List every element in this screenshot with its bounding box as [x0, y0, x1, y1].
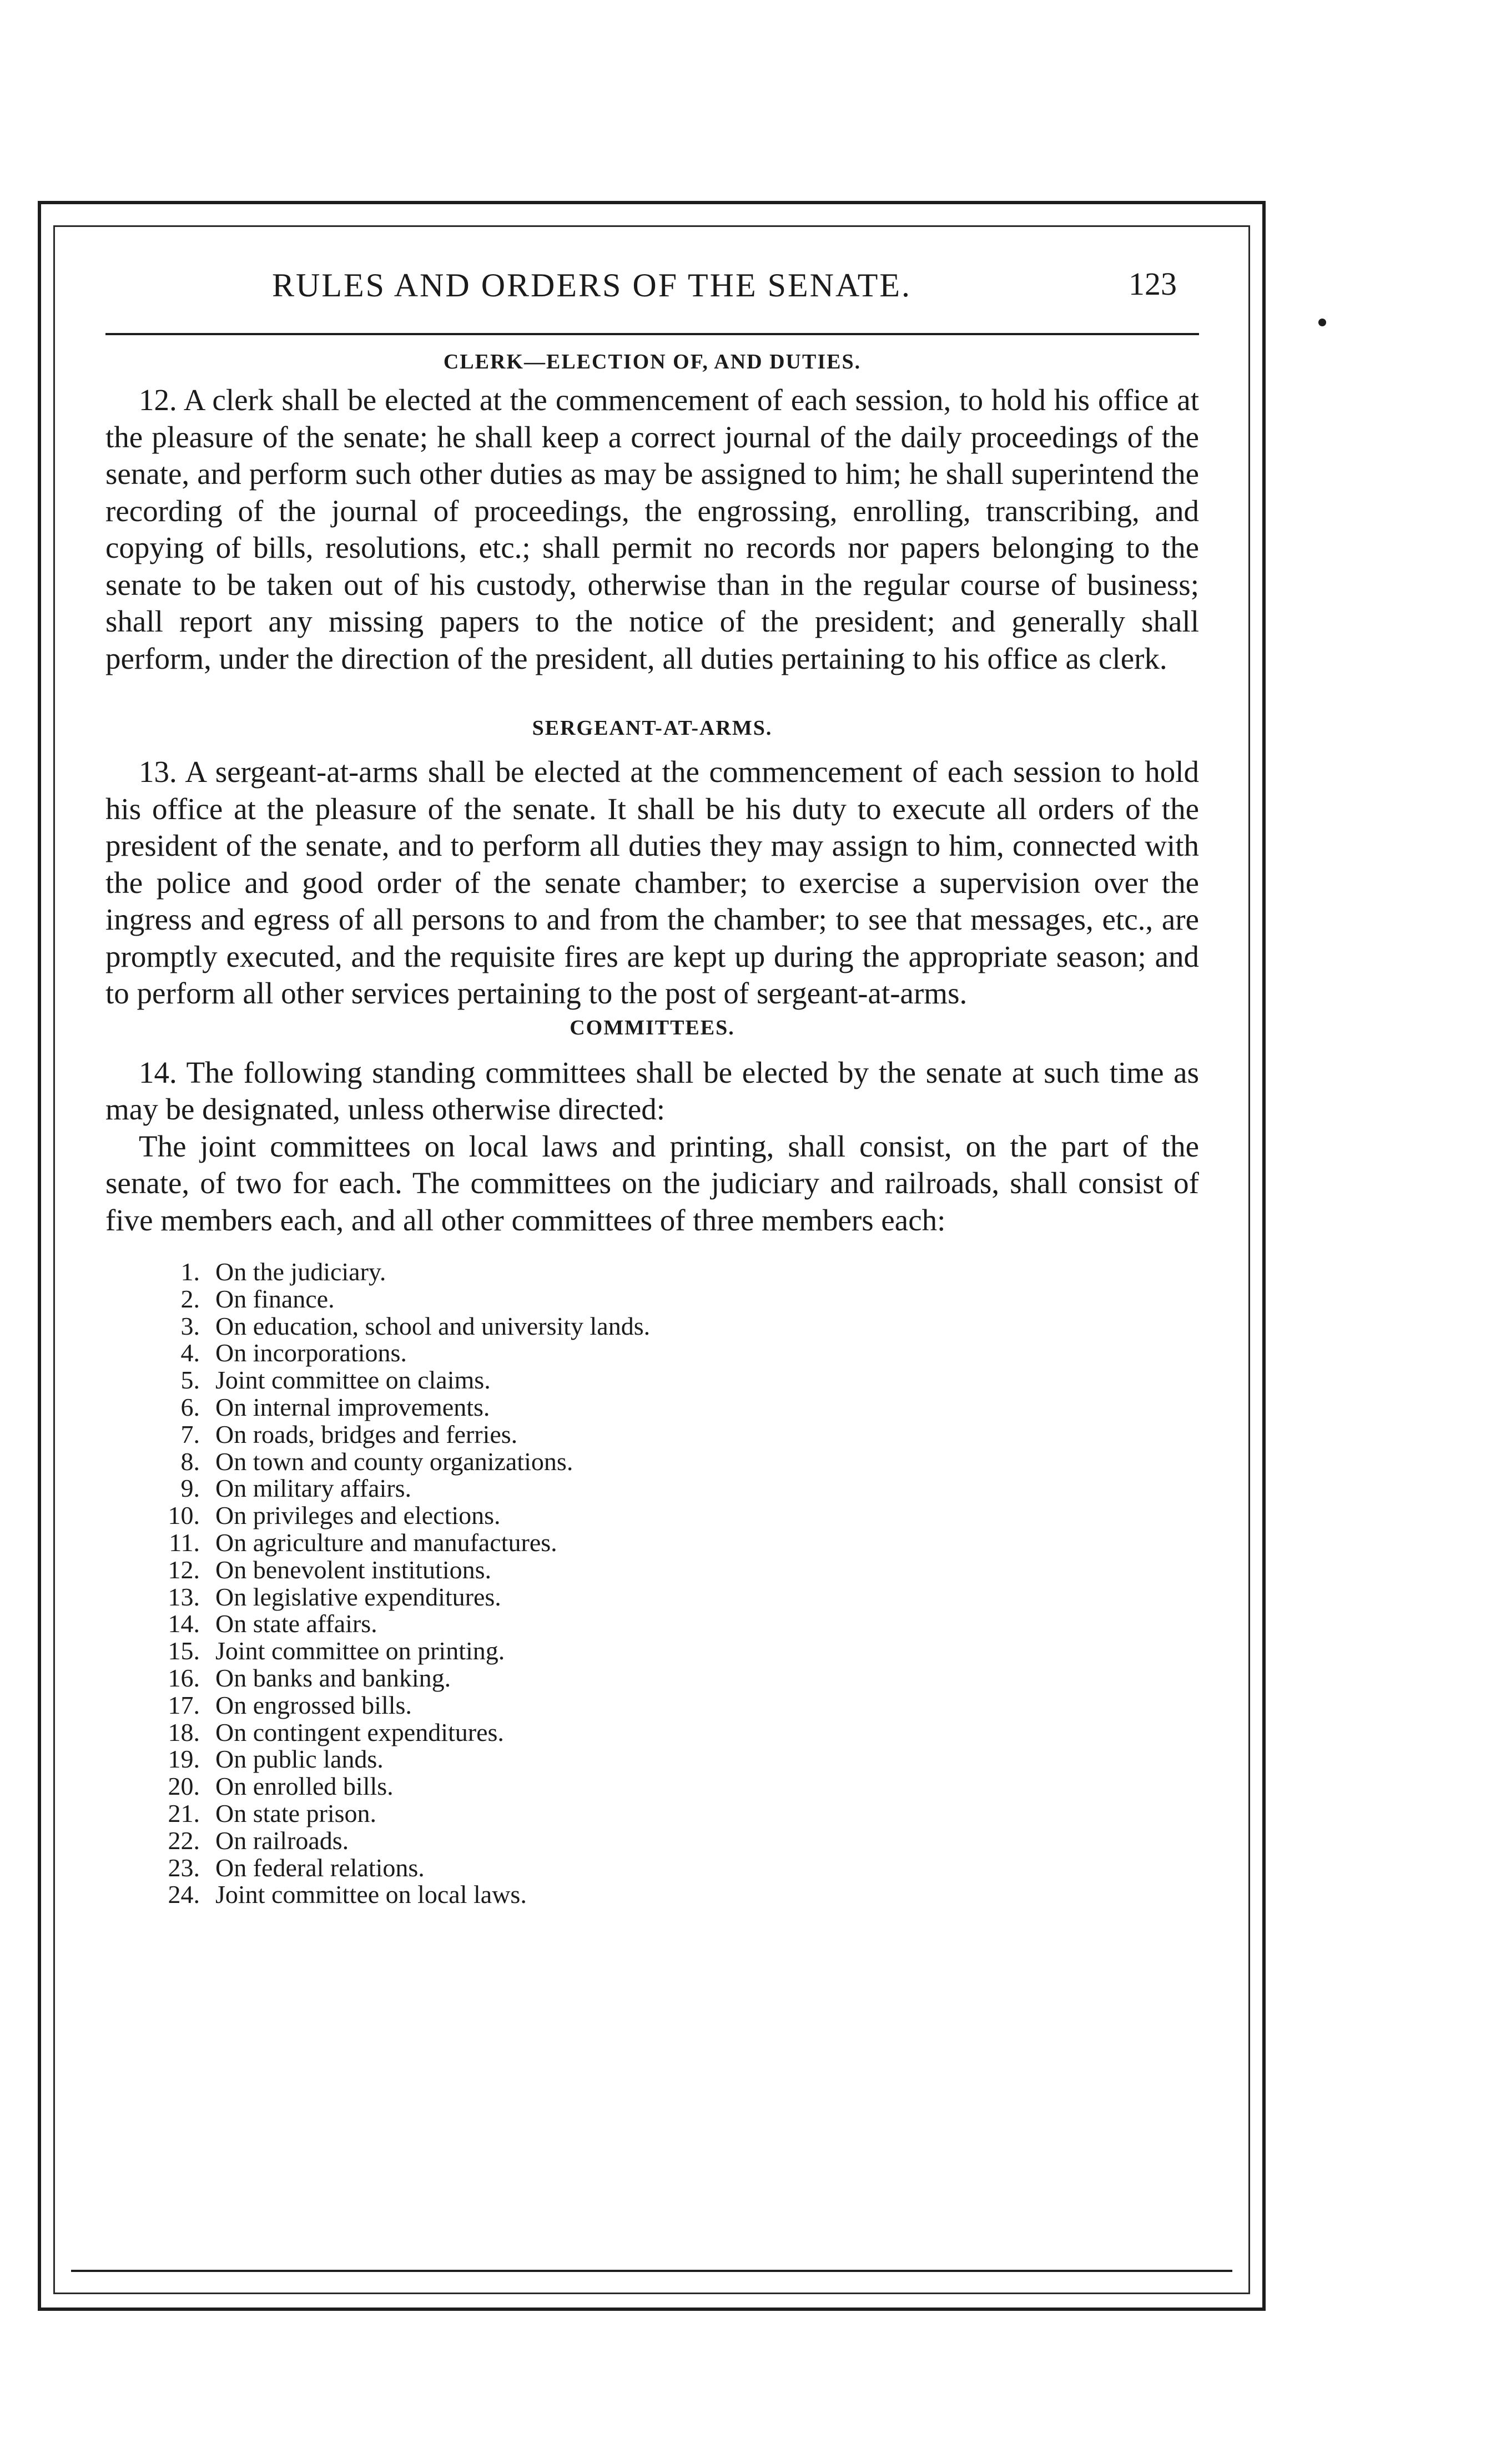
committee-number: 10.: [168, 1501, 200, 1530]
list-item: [105, 1827, 1199, 1855]
committee-name: On military affairs.: [215, 1474, 411, 1503]
committee-number: 20.: [168, 1772, 200, 1801]
committee-name: On public lands.: [215, 1745, 384, 1774]
committee-number: 1.: [180, 1258, 200, 1286]
committee-number: 11.: [169, 1528, 200, 1557]
committees-rule-paragraph: 14. The following standing committees shall be elected by the senate at such time as may be designated, unless otherwise directed:: [105, 1055, 1199, 1126]
page-number: 123: [1129, 266, 1177, 302]
list-item: [105, 1313, 1199, 1340]
committee-number: 12.: [168, 1555, 200, 1584]
running-head: [105, 233, 1199, 304]
committee-name: Joint committee on printing.: [215, 1637, 505, 1665]
committee-number: 22.: [168, 1826, 200, 1855]
list-item: [105, 1855, 1199, 1882]
committee-name: On railroads.: [215, 1826, 349, 1855]
committee-number: 24.: [168, 1880, 200, 1909]
committee-name: On internal improvements.: [215, 1392, 490, 1421]
list-item: [105, 1746, 1199, 1773]
list-item: [105, 1529, 1199, 1557]
committee-name: Joint committee on claims.: [215, 1366, 491, 1395]
list-item: [105, 1719, 1199, 1746]
committee-name: On legislative expenditures.: [215, 1582, 501, 1611]
list-item: [105, 1286, 1199, 1313]
committee-number: 18.: [168, 1718, 200, 1746]
clerk-rule-paragraph: 12. A clerk shall be elected at the commencement of each session, to hold his office at the pleasure of the senate; he shall keep a correct journal of the daily proceedings of the senate, and perform such other duties as may be assigned to him; he shall superintend the recording of the journal of proceedings, the engrossing, enrolling, transcribing, and copying of bills, resolutions, etc.; shall permit no records nor papers belonging to the senate to be taken out of his custody, otherwise than in the regular course of business; shall report any missing papers to the notice of the president; and generally shall perform, under the direction of the president, all duties pertaining to his office as clerk.: [105, 383, 1199, 675]
committee-number: 5.: [180, 1366, 200, 1395]
list-item: [105, 1665, 1199, 1692]
committee-name: On state prison.: [215, 1799, 377, 1827]
committee-number: 8.: [180, 1447, 200, 1476]
committee-name: On federal relations.: [215, 1853, 425, 1882]
list-item: [105, 1448, 1199, 1476]
committee-number: 2.: [180, 1284, 200, 1313]
list-item: [105, 1881, 1199, 1908]
committee-name: On enrolled bills.: [215, 1772, 394, 1801]
sergeant-section-heading: SERGEANT-AT-ARMS.: [532, 716, 773, 740]
committee-name: On privileges and elections.: [215, 1501, 501, 1530]
margin-dot: [1318, 319, 1326, 326]
list-item: [105, 1421, 1199, 1448]
list-item: [105, 1340, 1199, 1367]
committee-name: On education, school and university lands.: [215, 1311, 651, 1340]
running-title: RULES AND ORDERS OF THE SENATE.: [272, 267, 911, 304]
committee-number: 15.: [168, 1637, 200, 1665]
list-item: [105, 1367, 1199, 1394]
committee-name: On town and county organizations.: [215, 1447, 573, 1476]
committee-number: 6.: [180, 1392, 200, 1421]
list-item: [105, 1259, 1199, 1286]
committee-name: On finance.: [215, 1284, 335, 1313]
committee-number: 14.: [168, 1609, 200, 1638]
committee-name: On contingent expenditures.: [215, 1718, 504, 1746]
committee-number: 13.: [168, 1582, 200, 1611]
committee-number: 21.: [168, 1799, 200, 1827]
committee-name: On benevolent institutions.: [215, 1555, 492, 1584]
committee-name: On the judiciary.: [215, 1258, 386, 1286]
committee-number: 9.: [180, 1474, 200, 1503]
list-item: [105, 1584, 1199, 1611]
list-item: [105, 1692, 1199, 1719]
list-item: [105, 1773, 1199, 1800]
committee-number: 19.: [168, 1745, 200, 1774]
header-rule: [105, 333, 1199, 335]
committee-list: [105, 1259, 1199, 1908]
list-item: [105, 1557, 1199, 1584]
sergeant-rule-paragraph: 13. A sergeant-at-arms shall be elected at the commencement of each session to hold his office at the pleasure of the senate. It shall be his duty to execute all orders of the president of the senate, and to perform all duties they may assign to him, connected with the police and good order of the senate chamber; to exercise a supervision over the ingress and egress of all persons to and from the chamber; to see that messages, etc., are promptly executed, and the requisite fires are kept up during the appropriate season; and to perform all other services pertaining to the post of sergeant-at-arms.: [105, 755, 1199, 1010]
committee-number: 23.: [168, 1853, 200, 1882]
committee-number: 3.: [180, 1311, 200, 1340]
committee-number: 4.: [180, 1339, 200, 1367]
committee-number: 17.: [168, 1690, 200, 1719]
list-item: [105, 1475, 1199, 1502]
committee-name: On agriculture and manufactures.: [215, 1528, 557, 1557]
committee-name: On banks and banking.: [215, 1663, 451, 1692]
committee-name: On engrossed bills.: [215, 1690, 412, 1719]
committee-name: On roads, bridges and ferries.: [215, 1420, 518, 1448]
committees-section-heading: COMMITTEES.: [570, 1016, 735, 1039]
list-item: [105, 1800, 1199, 1827]
committee-name: Joint committee on local laws.: [215, 1880, 527, 1909]
page-content: [105, 233, 1199, 1908]
committee-name: On incorporations.: [215, 1339, 407, 1367]
committee-number: 7.: [180, 1420, 200, 1448]
list-item: [105, 1610, 1199, 1638]
clerk-section-heading: CLERK—ELECTION OF, AND DUTIES.: [443, 350, 862, 373]
committees-composition-paragraph: The joint committees on local laws and printing, shall consist, on the part of the senate, of two for each. The committees on the judiciary and railroads, shall consist of five members each, and all other committees of three members each:: [105, 1129, 1199, 1237]
list-item: [105, 1638, 1199, 1665]
list-item: [105, 1502, 1199, 1529]
committee-number: 16.: [168, 1663, 200, 1692]
list-item: [105, 1394, 1199, 1421]
committee-name: On state affairs.: [215, 1609, 377, 1638]
